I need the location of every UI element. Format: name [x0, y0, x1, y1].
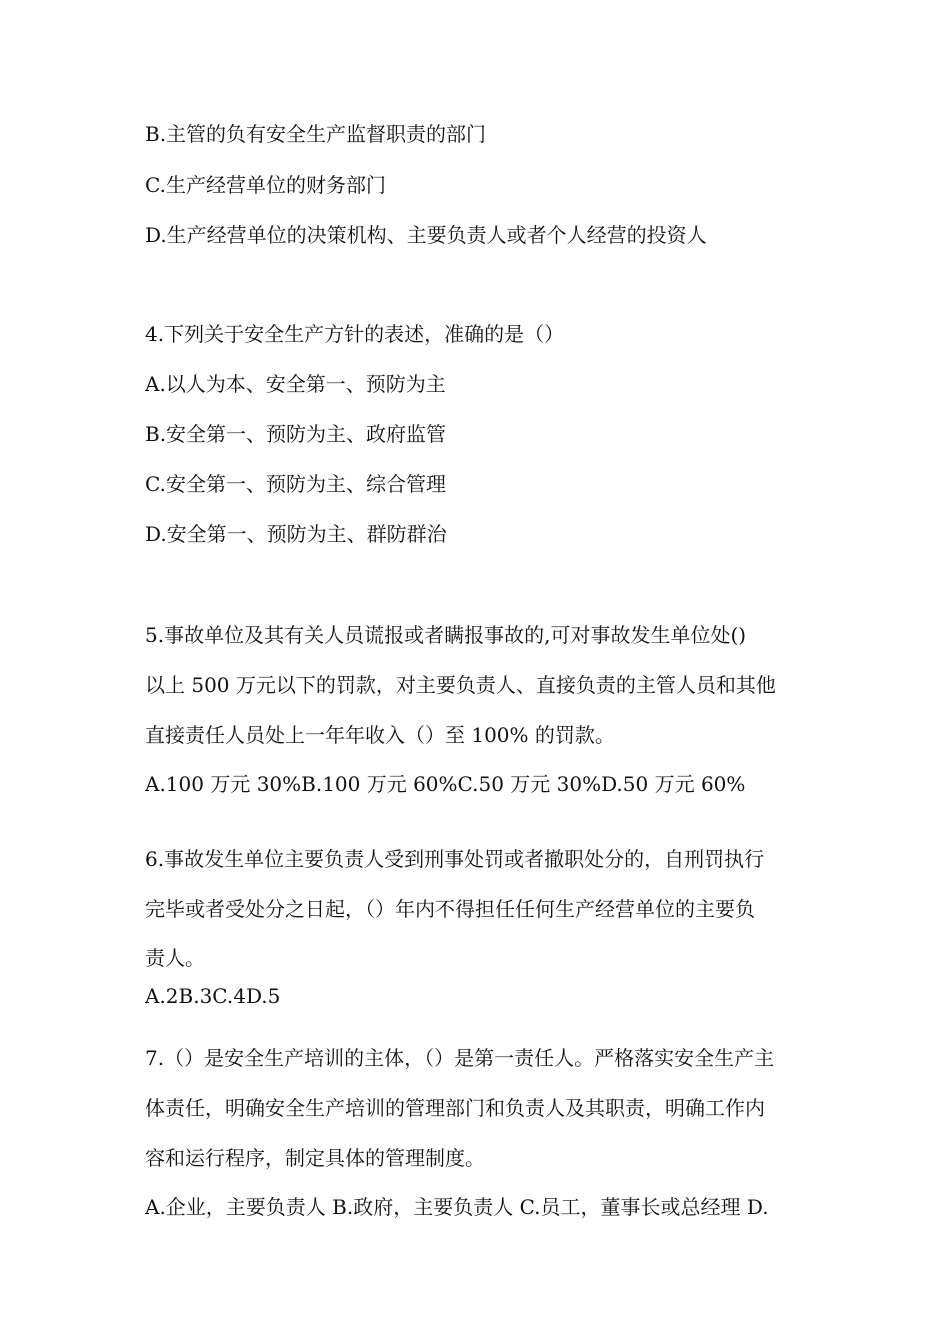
q7-stem-line-2: 体责任，明确安全生产培训的管理部门和负责人及其职责，明确工作内	[145, 1096, 765, 1120]
q7-stem-line-3: 容和运行程序，制定具体的管理制度。	[145, 1146, 485, 1170]
q4-option-a: A.以人为本、安全第一、预防为主	[145, 372, 446, 396]
q7-stem-line-1: 7.（）是安全生产培训的主体，（）是第一责任人。严格落实安全生产主	[145, 1046, 775, 1070]
q5-stem-line-1: 5.事故单位及其有关人员谎报或者瞒报事故的,可对事故发生单位处()	[145, 623, 747, 647]
q5-stem-line-3: 直接责任人员处上一年年收入（）至 100% 的罚款。	[145, 723, 615, 747]
q5-stem-line-2: 以上 500 万元以下的罚款，对主要负责人、直接负责的主管人员和其他	[145, 673, 776, 697]
q3-option-b: B.主管的负有安全生产监督职责的部门	[145, 122, 487, 146]
q3-option-c: C.生产经营单位的财务部门	[145, 173, 386, 197]
q4-stem: 4.下列关于安全生产方针的表述，准确的是（）	[145, 322, 565, 346]
q5-options: A.100 万元 30%B.100 万元 60%C.50 万元 30%D.50 万元 60%	[145, 772, 746, 796]
q4-option-d: D.安全第一、预防为主、群防群治	[145, 522, 447, 546]
q6-stem-line-1: 6.事故发生单位主要负责人受到刑事处罚或者撤职处分的，自刑罚执行	[145, 847, 765, 871]
q6-options: A.2B.3C.4D.5	[145, 984, 281, 1008]
q6-stem-line-2: 完毕或者受处分之日起，（）年内不得担任任何生产经营单位的主要负	[145, 897, 755, 921]
q3-option-d: D.生产经营单位的决策机构、主要负责人或者个人经营的投资人	[145, 223, 707, 247]
q7-options: A.企业，主要负责人 B.政府，主要负责人 C.员工，董事长或总经理 D.	[145, 1195, 769, 1219]
q4-option-c: C.安全第一、预防为主、综合管理	[145, 472, 446, 496]
q4-option-b: B.安全第一、预防为主、政府监管	[145, 422, 447, 446]
q6-stem-line-3: 责人。	[145, 946, 205, 970]
